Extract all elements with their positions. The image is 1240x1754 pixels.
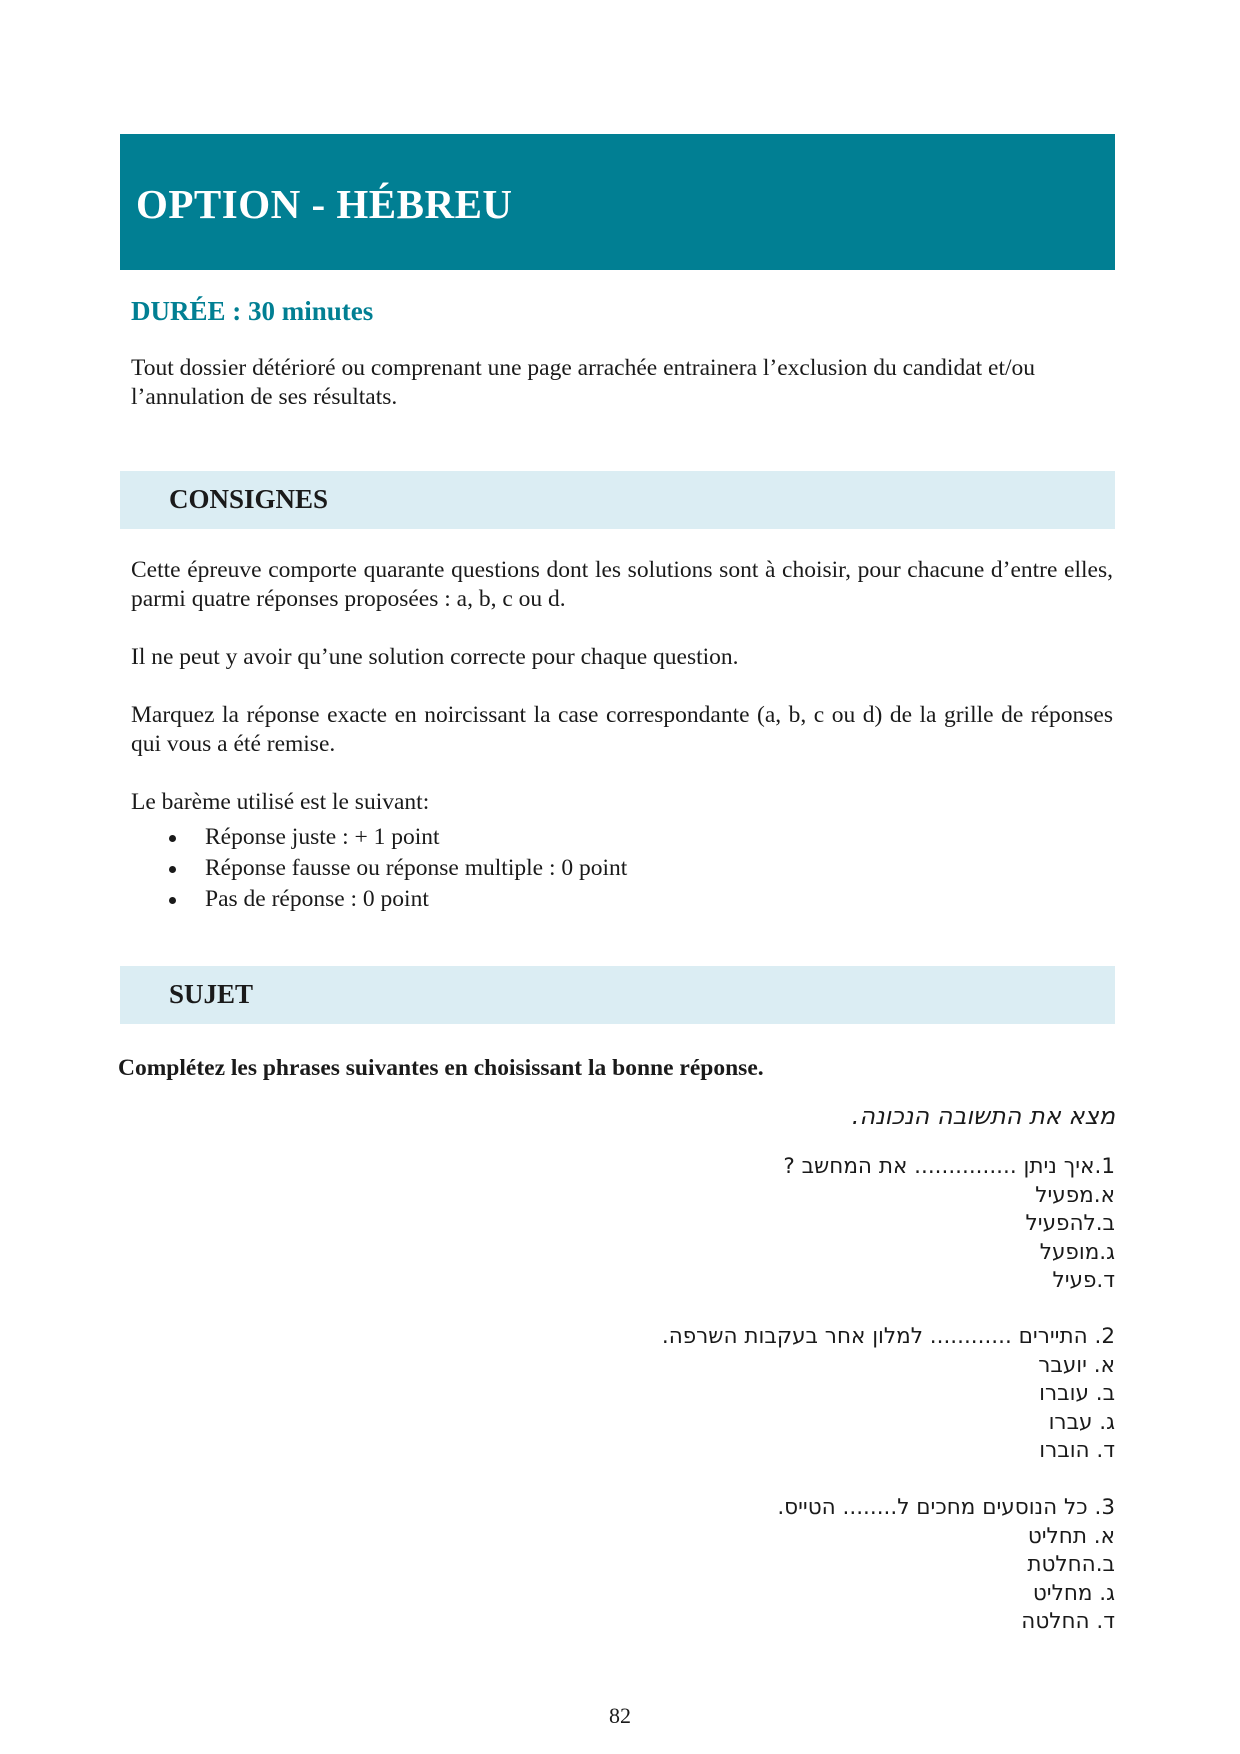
scoring-item-text: Réponse juste : + 1 point	[205, 824, 440, 850]
page-title: OPTION - HÉBREU	[136, 181, 513, 227]
warning-text: Tout dossier détérioré ou comprenant une page arrachée entrainera l’exclusion du candidat et/ou l’annulation de ses résultats.	[131, 355, 1036, 410]
question-1	[415, 1153, 1115, 1296]
scoring-list	[131, 822, 1031, 915]
question-2	[415, 1323, 1115, 1466]
page-number: 82	[609, 1703, 631, 1728]
consignes-paragraph-2: Il ne peut y avoir qu’une solution correcte pour chaque question.	[131, 644, 739, 670]
title-banner	[120, 134, 1115, 270]
answer-option: ג. מחליט	[1032, 1580, 1115, 1606]
answer-option: ד.פעיל	[1052, 1268, 1115, 1293]
question-text: 2. התיירים ............ למלון אחר בעקבות השרפה.	[661, 1324, 1115, 1349]
bullet-icon	[169, 866, 176, 873]
consignes-header	[120, 471, 1115, 529]
hebrew-instruction: מצא את התשובה הנכונה.	[851, 1102, 1115, 1130]
answer-option: ג. עברו	[1048, 1409, 1115, 1435]
consignes-paragraph-3: Marquez la réponse exacte en noircissant la case correspondante (a, b, c ou d) de la grille de réponses qui vous a été remise.	[131, 702, 1113, 757]
answer-option: א. יועבר	[1038, 1352, 1115, 1378]
scoring-item-text: Pas de réponse : 0 point	[205, 886, 429, 912]
answer-option: ב.להפעיל	[1025, 1211, 1115, 1236]
scoring-item	[131, 884, 1031, 915]
duration-label: DURÉE : 30 minutes	[131, 296, 374, 326]
answer-option: ד. הוברו	[1039, 1438, 1115, 1463]
question-text: 3. כל הנוסעים מחכים ל........ הטייס.	[777, 1495, 1115, 1520]
question-3	[415, 1494, 1115, 1637]
scoring-item	[131, 853, 1031, 884]
sujet-header	[120, 966, 1115, 1024]
answer-option: ב.החלטת	[1027, 1552, 1115, 1577]
scoring-item	[131, 822, 1031, 853]
consignes-paragraph-1: Cette épreuve comporte quarante questions dont les solutions sont à choisir, pour chacune d’entre elles, parmi quatre réponses proposées : a, b, c ou d.	[131, 557, 1113, 612]
answer-option: א.מפעיל	[1035, 1182, 1115, 1208]
scoring-intro: Le barème utilisé est le suivant:	[131, 789, 430, 815]
answer-option: ג.מופעל	[1039, 1239, 1115, 1265]
answer-option: ד. החלטה	[1021, 1609, 1115, 1634]
answer-option: א. תחליט	[1027, 1523, 1115, 1549]
answer-option: ב. עוברו	[1039, 1381, 1115, 1406]
consignes-title: CONSIGNES	[169, 484, 329, 514]
scoring-item-text: Réponse fausse ou réponse multiple : 0 point	[205, 855, 628, 881]
bullet-icon	[169, 835, 176, 842]
bullet-icon	[169, 897, 176, 904]
sujet-title: SUJET	[169, 979, 254, 1009]
question-text: 1.איך ניתן ............... את המחשב ?	[783, 1154, 1115, 1179]
sujet-instruction: Complétez les phrases suivantes en choisissant la bonne réponse.	[118, 1055, 764, 1081]
